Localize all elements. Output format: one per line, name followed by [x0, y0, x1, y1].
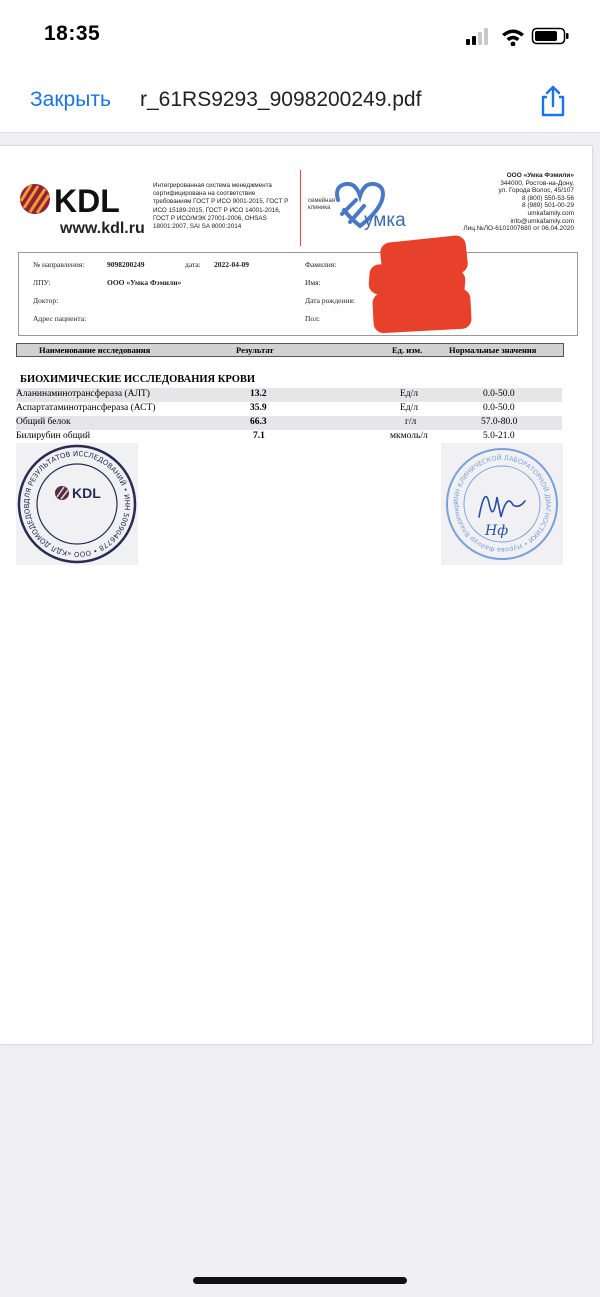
col-header-result: Результат — [236, 345, 274, 355]
home-indicator[interactable] — [193, 1277, 407, 1284]
col-header-unit: Ед. изм. — [392, 345, 423, 355]
results-table-header — [16, 343, 564, 357]
document-title: r_61RS9293_9098200249.pdf — [140, 88, 422, 111]
test-name: Аланинаминотрансфераза (АЛТ) — [16, 389, 150, 399]
company-line: umkafamily.com — [527, 209, 574, 217]
lab-stamp-inner: KDL — [72, 485, 101, 501]
close-button[interactable]: Закрыть — [30, 88, 111, 111]
clinic-name: умка — [364, 210, 406, 231]
test-unit: Ед/л — [400, 389, 419, 399]
doctor-label: Доктор: — [33, 296, 59, 305]
cellular-signal-icon — [466, 28, 488, 45]
lab-stamp — [16, 443, 138, 565]
company-line: 8 (989) 501-00-29 — [521, 202, 574, 210]
kdl-url[interactable]: www.kdl.ru — [60, 220, 145, 237]
col-header-norm: Нормальные значения — [449, 345, 537, 355]
name-label: Имя: — [305, 278, 321, 287]
test-name: Аспартатаминотрансфераза (АСТ) — [16, 403, 156, 413]
pdf-page[interactable] — [0, 146, 592, 1044]
battery-icon — [533, 29, 569, 44]
address-label: Адрес пациента: — [33, 314, 87, 323]
test-norm: 5.0-21.0 — [483, 431, 515, 441]
sex-label: Пол: — [305, 314, 320, 323]
status-icons — [466, 26, 576, 46]
table-row — [16, 388, 562, 402]
lab-stamp-text: ДЛЯ РЕЗУЛЬТАТОВ ИССЛЕДОВАНИЙ • ИНН 5009046778 • ООО «КДЛ ДОМОДЕДОВ — [22, 449, 132, 559]
share-icon — [536, 84, 570, 118]
company-line: ул. Города Волос, 45/107 — [498, 187, 574, 195]
certification-text: Интегрированная система менеджмента сертифицирована на соответствие требованиям ГОСТ Р ИСО 9001-2015, ГОСТ Р ИСО 15189-2015, ГОСТ Р ИСО 14001-2016, ГОСТ Р ИСО/МЭК 27001-2006, OHSAS 18001:2007, SAI SA 8000:2014 — [153, 182, 289, 231]
wifi-icon — [502, 30, 524, 47]
clinic-subtitle: семейная клиника — [308, 198, 336, 211]
test-unit: г/л — [405, 417, 417, 427]
referral-label: № направления: — [33, 260, 85, 269]
test-name: Общий белок — [16, 417, 71, 427]
status-time: 18:35 — [44, 22, 101, 45]
test-unit: Ед/л — [400, 403, 419, 413]
test-unit: мкмоль/л — [390, 431, 428, 441]
referral-value: 9098200249 — [107, 260, 145, 269]
birth-date-label: Дата рождения: — [305, 296, 356, 305]
test-result: 7.1 — [253, 431, 265, 441]
date-value: 2022-04-09 — [214, 260, 249, 269]
section-title: БИОХИМИЧЕСКИЕ ИССЛЕДОВАНИЯ КРОВИ — [20, 374, 256, 385]
kdl-wordmark: KDL — [54, 183, 120, 218]
test-norm: 0.0-50.0 — [483, 403, 515, 413]
company-line: 8 (800) 550-53-56 — [521, 194, 574, 202]
test-norm: 0.0-50.0 — [483, 389, 515, 399]
lpu-value: ООО «Умка Фэмили» — [107, 278, 182, 287]
test-result: 35.9 — [250, 403, 267, 413]
date-label: дата: — [185, 260, 201, 269]
patient-info-box — [18, 252, 578, 336]
status-bar — [0, 0, 600, 70]
company-info — [424, 172, 574, 233]
doctor-stamp — [441, 443, 563, 565]
table-row — [16, 430, 562, 444]
doctor-stamp-text: ИНН КЛИНИЧЕСКОЙ ЛАБОРАТОРНОЙ ДИАГНОСТИКИ • Нурова Файнур Владимир — [451, 453, 553, 555]
nav-bar — [0, 70, 600, 133]
test-norm: 57.0-80.0 — [481, 417, 518, 427]
company-line: 344000, Ростов-на-Дону, — [500, 179, 574, 187]
table-row — [16, 402, 562, 416]
lpu-label: ЛПУ: — [33, 278, 51, 287]
company-line: ООО «Умка Фэмили» — [506, 172, 574, 179]
kdl-emblem-icon — [20, 184, 50, 214]
test-result: 13.2 — [250, 389, 267, 399]
col-header-test: Наименование исследования — [39, 345, 151, 355]
surname-label: Фамилия: — [305, 260, 337, 269]
test-result: 66.3 — [250, 417, 267, 427]
test-name: Билирубин общий — [16, 431, 91, 441]
kdl-emblem-icon — [55, 486, 69, 500]
signature-text: Нф — [485, 523, 509, 539]
redaction-mark — [372, 288, 472, 333]
share-button[interactable] — [536, 84, 570, 118]
header-divider — [300, 170, 301, 246]
signature-icon — [479, 497, 525, 517]
table-row — [16, 416, 562, 430]
company-line: info@umkafamily.com — [510, 217, 574, 225]
company-line: Лиц.№ЛО-6101007680 от 06.04.2020 — [463, 225, 574, 233]
